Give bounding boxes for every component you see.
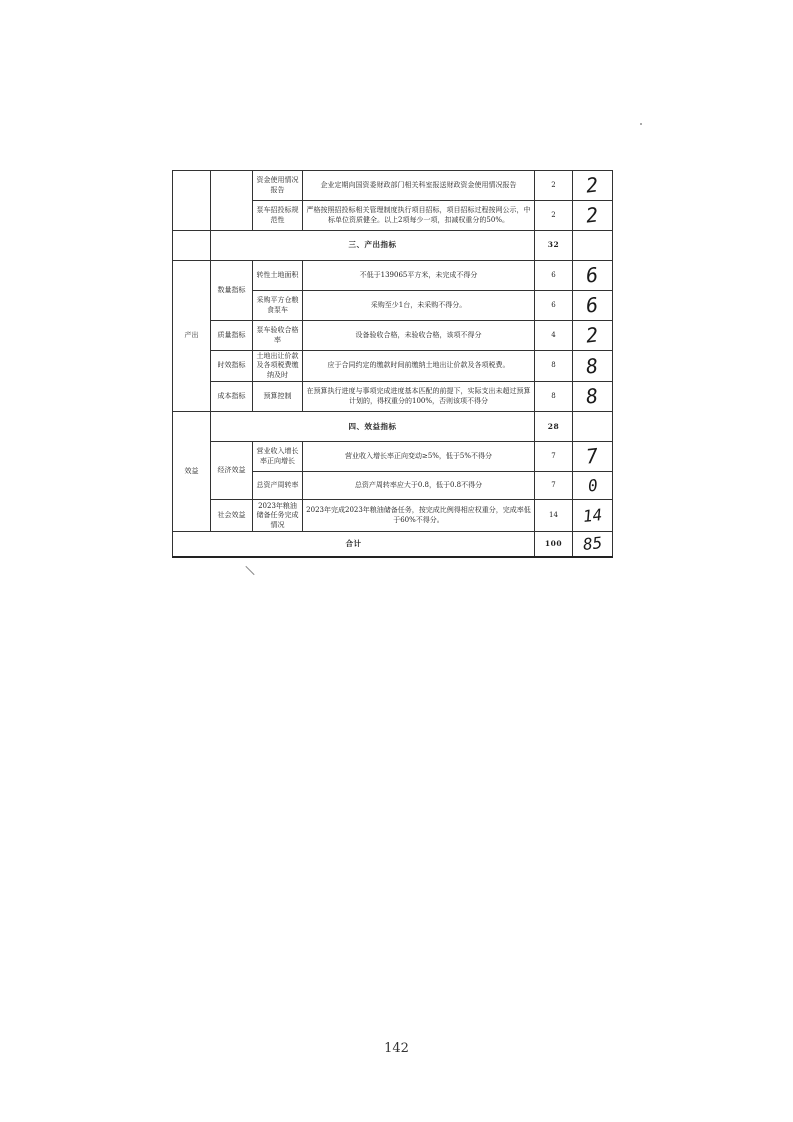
indicator-name: 资金使用情况报告 — [253, 171, 303, 201]
score-cell — [573, 500, 613, 532]
indicator-name: 泵车验收合格率 — [253, 321, 303, 351]
handwritten-score: 6 — [585, 292, 600, 318]
scoring-standard: 总资产周转率应大于0.8，低于0.8不得分 — [303, 472, 535, 500]
section-weight: 32 — [535, 231, 573, 261]
handwritten-score: 7 — [585, 443, 600, 469]
table-row — [173, 351, 613, 382]
score-cell — [573, 201, 613, 231]
weight-value: 7 — [535, 442, 573, 472]
total-row — [173, 532, 613, 557]
weight-value: 8 — [535, 382, 573, 412]
level1-cell-blank — [173, 231, 211, 261]
handwritten-total-score: 85 — [581, 533, 604, 555]
scoring-standard: 2023年完成2023年粮油储备任务，按完成比例得相应权重分，完成率低于60%不得分。 — [303, 500, 535, 532]
handwritten-score: 8 — [585, 383, 600, 409]
table-row — [173, 321, 613, 351]
scan-speck — [640, 123, 642, 125]
section-row — [173, 231, 613, 261]
indicator-name: 采购平方仓粮食泵车 — [253, 291, 303, 321]
section-weight: 28 — [535, 412, 573, 442]
score-cell — [573, 382, 613, 412]
section-title-output: 三、产出指标 — [211, 231, 535, 261]
score-cell — [573, 351, 613, 382]
performance-evaluation-table — [172, 170, 613, 558]
handwritten-score: 2 — [585, 202, 600, 228]
scoring-standard: 采购至少1台，未采购不得分。 — [303, 291, 535, 321]
handwritten-score: 8 — [585, 353, 600, 379]
handwritten-score: 2 — [585, 172, 600, 198]
score-cell — [573, 261, 613, 291]
level1-indicator: 产出 — [173, 261, 211, 412]
handwritten-score: 6 — [585, 262, 600, 288]
score-cell — [573, 532, 613, 557]
score-cell — [573, 442, 613, 472]
weight-value: 8 — [535, 351, 573, 382]
weight-value: 7 — [535, 472, 573, 500]
score-cell — [573, 321, 613, 351]
table-row — [173, 171, 613, 201]
weight-value: 6 — [535, 291, 573, 321]
total-label: 合计 — [173, 532, 535, 557]
section-title-benefit: 四、效益指标 — [211, 412, 535, 442]
handwritten-score: 14 — [581, 505, 604, 526]
score-cell — [573, 291, 613, 321]
scoring-standard: 在预算执行进度与事项完成进度基本匹配的前提下，实际支出未超过预算计划的，得权重分的100%，否则该项不得分 — [303, 382, 535, 412]
weight-value: 2 — [535, 171, 573, 201]
level1-cell-blank — [173, 171, 211, 231]
scoring-standard: 企业定期向国资委财政部门相关科室报送财政资金使用情况报告 — [303, 171, 535, 201]
score-cell — [573, 171, 613, 201]
scoring-standard: 营业收入增长率正向变动≥5%，低于5%不得分 — [303, 442, 535, 472]
total-weight: 100 — [535, 532, 573, 557]
table-row — [173, 261, 613, 291]
indicator-name: 营业收入增长率正向增长 — [253, 442, 303, 472]
table-row — [173, 442, 613, 472]
level2-indicator: 数量指标 — [211, 261, 253, 321]
page-number: 142 — [384, 1041, 409, 1056]
weight-value: 2 — [535, 201, 573, 231]
weight-value: 4 — [535, 321, 573, 351]
level2-cell-blank — [211, 171, 253, 231]
indicator-name: 转性土地面积 — [253, 261, 303, 291]
table-row — [173, 382, 613, 412]
indicator-name: 总资产周转率 — [253, 472, 303, 500]
level2-indicator: 时效指标 — [211, 351, 253, 382]
scoring-standard: 严格按照招投标相关管理制度执行项目招标，项目招标过程按网公示，中标单位资质健全。以上2项每少一项，扣减权重分的50%。 — [303, 201, 535, 231]
scoring-standard: 设备验收合格，未验收合格，该项不得分 — [303, 321, 535, 351]
indicator-name: 土地出让价款及各项税费缴纳及时 — [253, 351, 303, 382]
scoring-standard: 不低于139065平方米，未完成不得分 — [303, 261, 535, 291]
indicator-name: 预算控制 — [253, 382, 303, 412]
table-row — [173, 500, 613, 532]
level2-indicator: 社会效益 — [211, 500, 253, 532]
level1-indicator: 效益 — [173, 412, 211, 532]
level2-indicator: 经济效益 — [211, 442, 253, 500]
handwritten-score: 0 — [586, 475, 599, 496]
indicator-name: 泵车招投标规范性 — [253, 201, 303, 231]
score-cell-blank — [573, 231, 613, 261]
score-cell-blank — [573, 412, 613, 442]
scoring-standard: 应于合同约定的缴款时间前缴纳土地出让价款及各项税费。 — [303, 351, 535, 382]
section-row — [173, 412, 613, 442]
handwritten-score: 2 — [585, 322, 600, 348]
level2-indicator: 质量指标 — [211, 321, 253, 351]
stray-pen-mark — [245, 566, 254, 575]
indicator-name: 2023年粮油储备任务完成情况 — [253, 500, 303, 532]
weight-value: 6 — [535, 261, 573, 291]
score-cell — [573, 472, 613, 500]
level2-indicator: 成本指标 — [211, 382, 253, 412]
weight-value: 14 — [535, 500, 573, 532]
